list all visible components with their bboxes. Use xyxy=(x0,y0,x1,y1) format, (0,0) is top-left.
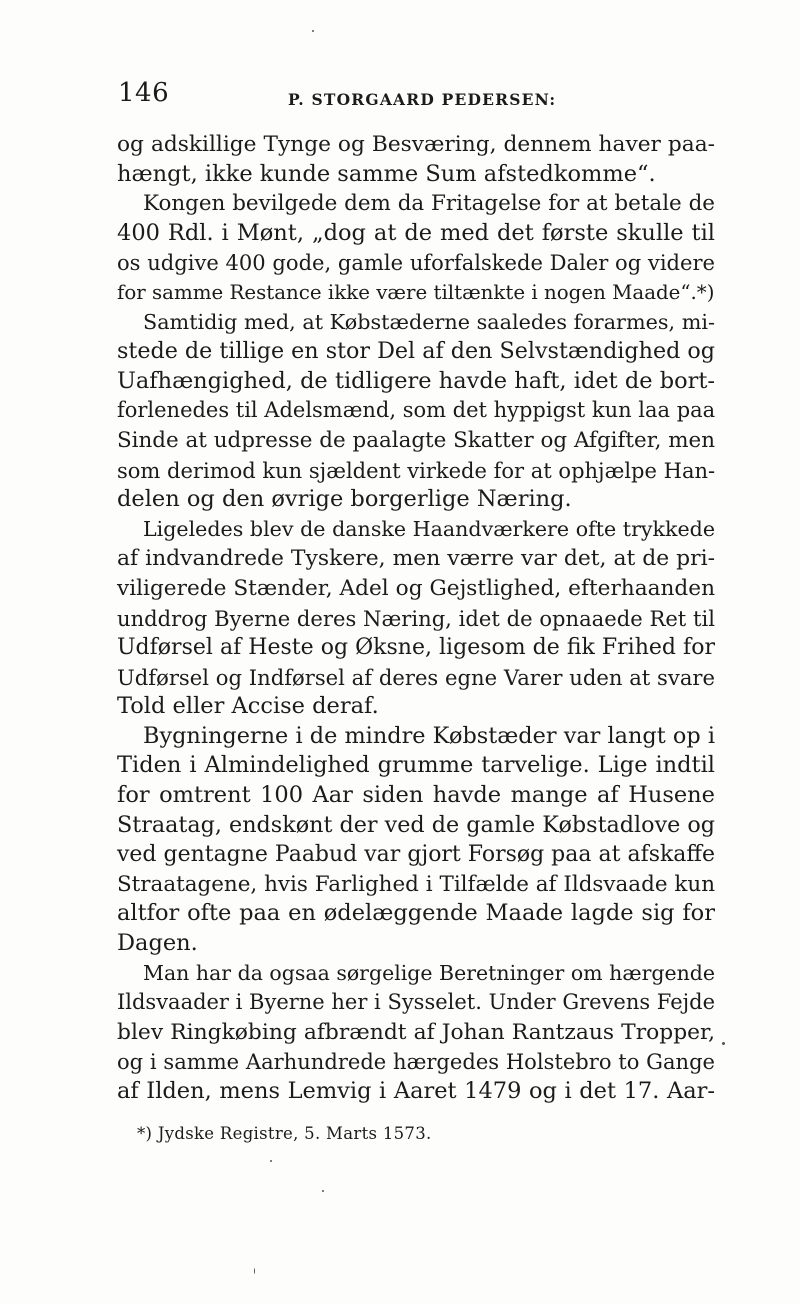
text-line: Man har da ogsaa sørgelige Beretninger om hærgende xyxy=(143,960,716,985)
scan-speck xyxy=(270,1160,272,1162)
text-line: ved gentagne Paabud var gjort Forsøg paa at afskaffe xyxy=(117,842,715,868)
text-line: Dagen. xyxy=(117,930,198,957)
running-head: P. STORGAARD PEDERSEN: xyxy=(288,90,557,109)
scan-speck xyxy=(312,30,314,32)
text-line: som derimod kun sjældent virkede for at ophjælpe Han- xyxy=(117,457,716,483)
text-line: delen og den øvrige borgerlige Næring. xyxy=(117,486,572,513)
text-line: Udførsel af Heste og Øksne, ligesom de fik Frihed for xyxy=(117,635,715,661)
text-line: og i samme Aarhundrede hærgedes Holstebro to Gange xyxy=(117,1049,715,1075)
text-line: unddrog Byerne deres Næring, idet de opnaaede Ret til xyxy=(117,605,715,631)
text-line: for samme Restance ikke være tiltænkte i nogen Maade“.*) xyxy=(117,280,715,304)
footnote: *) Jydske Registre, 5. Marts 1573. xyxy=(137,1124,432,1143)
text-line: Udførsel og Indførsel af deres egne Varer uden at svare xyxy=(117,664,715,690)
text-line: forlenedes til Adelsmænd, som det hyppigst kun laa paa xyxy=(117,398,716,423)
text-line: Sinde at udpresse de paalagte Skatter og Afgifter, men xyxy=(117,427,715,453)
text-line: Uafhængighed, de tidligere havde haft, idet de bort- xyxy=(117,367,715,394)
text-line: Kongen bevilgede dem da Fritagelse for at betale de xyxy=(143,191,715,217)
text-line: af Ilden, mens Lemvig i Aaret 1479 og i det 17. Aar- xyxy=(117,1078,715,1104)
body-text xyxy=(117,130,715,1107)
text-line: stede de tillige en stor Del af den Selvstændighed og xyxy=(117,338,715,365)
text-line: os udgive 400 gode, gamle uforfalskede Daler og videre xyxy=(117,250,715,276)
text-line: Samtidig med, at Købstæderne saaledes forarmes, mi- xyxy=(143,309,715,334)
scan-speck xyxy=(322,1190,324,1192)
page-number: 146 xyxy=(118,78,170,108)
text-line: blev Ringkøbing afbrændt af Johan Rantzaus Tropper, xyxy=(117,1019,715,1045)
text-line: hængt, ikke kunde samme Sum afstedkomme“. xyxy=(117,160,656,187)
text-line: Ildsvaader i Byerne her i Sysselet. Under Grevens Fejde xyxy=(117,990,715,1015)
text-line: Straatagene, hvis Farlighed i Tilfælde af Ildsvaade kun xyxy=(117,871,715,897)
text-line: 400 Rdl. i Mønt, „dog at de med det første skulle til xyxy=(117,219,715,246)
scan-speck xyxy=(722,1042,725,1045)
text-line: af indvandrede Tyskere, men værre var det, at de pri- xyxy=(117,546,715,572)
text-line: Tiden i Almindelighed grumme tarvelige. Lige indtil xyxy=(117,752,715,779)
text-line: Told eller Accise deraf. xyxy=(117,693,379,720)
text-line: for omtrent 100 Aar siden havde mange af Husene xyxy=(117,782,715,809)
text-line: altfor ofte paa en ødelæggende Maade lagde sig for xyxy=(117,900,715,927)
text-line: Straatag, endskønt der ved de gamle Købstadlove og xyxy=(117,811,716,838)
scan-speck xyxy=(254,1268,255,1274)
page-header xyxy=(0,0,800,120)
text-line: og adskillige Tynge og Besværing, dennem haver paa- xyxy=(117,132,715,157)
text-line: viligerede Stænder, Adel og Gejstlighed, efterhaanden xyxy=(117,575,715,601)
text-line: Ligeledes blev de danske Haandværkere ofte trykkede xyxy=(143,516,715,541)
text-line: Bygningerne i de mindre Købstæder var langt op i xyxy=(143,722,715,749)
